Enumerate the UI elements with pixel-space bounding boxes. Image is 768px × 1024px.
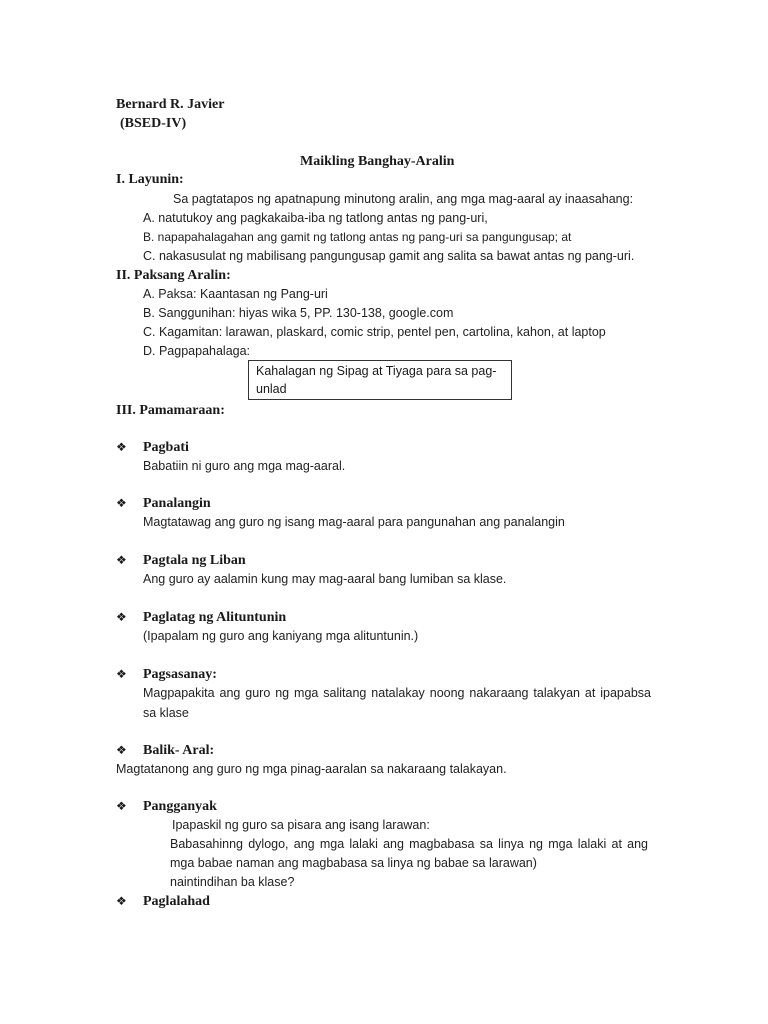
step-title-paglalahad: Paglalahad (143, 894, 210, 909)
paksang-item-b: B. Sanggunihan: hiyas wika 5, PP. 130-138, google.com (143, 306, 454, 320)
layunin-item-a: A. natutukoy ang pagkakaiba-iba ng tatlong antas ng pang-uri, (143, 211, 488, 225)
paksang-item-d: D. Pagpapahalaga: (143, 344, 251, 358)
layunin-item-b: B. napapahalagahan ang gamit ng tatlong antas ng pang-uri sa pangungusap; at (143, 230, 572, 244)
step-title-balik-aral: Balik- Aral: (143, 743, 215, 758)
paksang-item-a: A. Paksa: Kaantasan ng Pang-uri (143, 287, 328, 301)
diamond-bullet-icon: ❖ (116, 799, 127, 813)
step-text-pangganyak-line-1: Ipapaskil ng guro sa pisara ang isang larawan: (172, 818, 430, 832)
paksang-item-c: C. Kagamitan: larawan, plaskard, comic strip, pentel pen, cartolina, kahon, at laptop (143, 325, 606, 339)
diamond-bullet-icon: ❖ (116, 894, 127, 908)
value-box-line-1: Kahalagan ng Sipag at Tiyaga para sa pag- (256, 364, 497, 378)
layunin-intro: Sa pagtatapos ng apatnapung minutong aralin, ang mga mag-aaral ay inaasahang: (173, 192, 634, 206)
diamond-bullet-icon: ❖ (116, 743, 127, 757)
step-text-pagsasanay-line-1: Magpapakita ang guro ng mga salitang natalakay noong nakaraang talakyan at ipapabsa (143, 686, 651, 700)
author-name: Bernard R. Javier (116, 97, 225, 112)
step-text-paglatag-ng-alituntunin: (Ipapalam ng guro ang kaniyang mga alituntunin.) (143, 629, 419, 643)
step-text-pagbati: Babatiin ni guro ang mga mag-aaral. (143, 459, 346, 473)
value-box (248, 360, 512, 400)
step-text-pangganyak-line-3: mga babae naman ang magbabasa sa linya ng babae sa larawan) (170, 856, 537, 870)
value-box-line-2: unlad (256, 382, 287, 396)
section-heading-paksang-aralin: II. Paksang Aralin: (116, 268, 231, 283)
document-title: Maikling Banghay-Aralin (300, 154, 455, 169)
step-title-pagsasanay: Pagsasanay: (143, 667, 217, 682)
step-text-panalangin: Magtatawag ang guro ng isang mag-aaral para pangunahan ang panalangin (143, 515, 565, 529)
step-text-pangganyak-line-4: naintindihan ba klase? (170, 875, 295, 889)
author-program: (BSED-IV) (120, 116, 187, 131)
layunin-item-c: C. nakasusulat ng mabilisang pangungusap gamit ang salita sa bawat antas ng pang-uri. (143, 249, 635, 263)
step-text-pagsasanay-line-2: sa klase (143, 706, 189, 720)
diamond-bullet-icon: ❖ (116, 553, 127, 567)
step-title-pagbati: Pagbati (143, 440, 189, 455)
step-text-balik-aral: Magtatanong ang guro ng mga pinag-aaralan sa nakaraang talakayan. (116, 762, 507, 776)
step-text-pangganyak-line-2: Babasahinng dylogo, ang mga lalaki ang magbabasa sa linya ng mga lalaki at ang (170, 837, 648, 851)
diamond-bullet-icon: ❖ (116, 667, 127, 681)
section-heading-pamamaraan: III. Pamamaraan: (116, 403, 225, 418)
step-title-pangganyak: Pangganyak (143, 799, 217, 814)
step-title-pagtala-ng-liban: Pagtala ng Liban (143, 553, 246, 568)
diamond-bullet-icon: ❖ (116, 610, 127, 624)
step-title-paglatag-ng-alituntunin: Paglatag ng Alituntunin (143, 610, 287, 625)
step-text-pagtala-ng-liban: Ang guro ay aalamin kung may mag-aaral bang lumiban sa klase. (143, 572, 507, 586)
diamond-bullet-icon: ❖ (116, 496, 127, 510)
step-title-panalangin: Panalangin (143, 496, 211, 511)
diamond-bullet-icon: ❖ (116, 440, 127, 454)
section-heading-layunin: I. Layunin: (116, 172, 184, 187)
